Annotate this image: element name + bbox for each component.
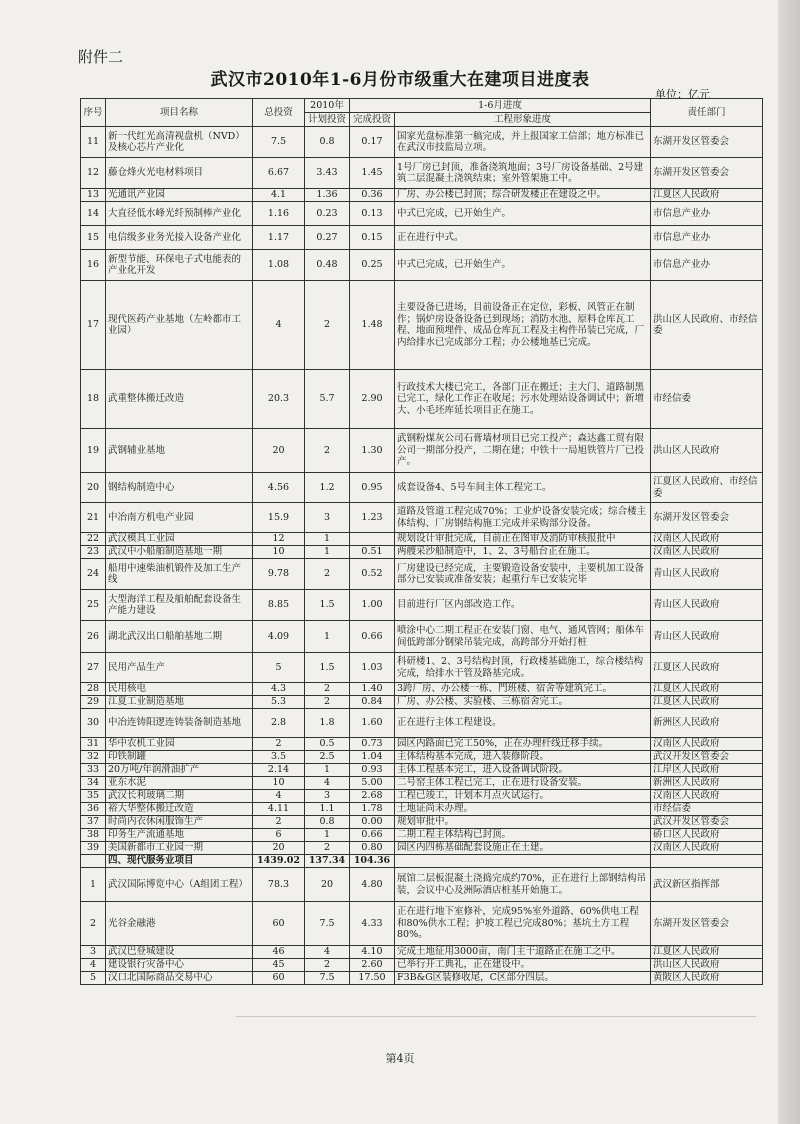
seq-cell: 25 [81, 590, 106, 621]
plan-cell: 1.5 [305, 653, 350, 683]
done-cell: 2.90 [350, 370, 395, 429]
status-cell: 两艘采沙船制造中，1、2、3号船台正在施工。 [395, 546, 651, 559]
status-cell: 目前进行厂区内部改造工作。 [395, 590, 651, 621]
section-dept-cell [651, 855, 763, 868]
done-cell: 0.15 [350, 226, 395, 250]
dept-cell: 新洲区人民政府 [651, 709, 763, 738]
total-cell: 4.56 [253, 473, 305, 503]
status-cell: 规划审批中。 [395, 816, 651, 829]
name-cell: 中冶南方机电产业园 [106, 503, 253, 533]
name-cell: 武汉长利玻璃二期 [106, 790, 253, 803]
dept-cell: 东湖开发区管委会 [651, 158, 763, 189]
status-cell: 规划设计审批完成，目前正在图审及消防审核报批中 [395, 533, 651, 546]
seq-cell: 35 [81, 790, 106, 803]
total-cell: 10 [253, 546, 305, 559]
seq-cell: 13 [81, 189, 106, 202]
plan-cell: 2 [305, 429, 350, 473]
plan-cell: 2 [305, 559, 350, 590]
done-cell: 0.51 [350, 546, 395, 559]
table-row [81, 370, 763, 429]
name-cell: 美国新都市工业园一期 [106, 842, 253, 855]
seq-cell: 24 [81, 559, 106, 590]
plan-cell: 0.8 [305, 816, 350, 829]
name-cell: 印铁制罐 [106, 751, 253, 764]
dept-cell: 江岸区人民政府 [651, 764, 763, 777]
page-edge-shadow [778, 0, 800, 1124]
table-row [81, 777, 763, 790]
dept-cell: 东湖开发区管委会 [651, 503, 763, 533]
status-cell: 园区内四栋基础配套设施正在土建。 [395, 842, 651, 855]
table-row [81, 829, 763, 842]
total-cell: 2.8 [253, 709, 305, 738]
total-cell: 20 [253, 429, 305, 473]
table-row [81, 653, 763, 683]
done-cell: 1.40 [350, 683, 395, 696]
plan-cell: 0.8 [305, 127, 350, 158]
status-cell: 正在进行主体工程建设。 [395, 709, 651, 738]
total-cell: 20.3 [253, 370, 305, 429]
total-cell: 3.5 [253, 751, 305, 764]
seq-cell: 30 [81, 709, 106, 738]
progress-table [80, 98, 763, 985]
status-cell: 厂房建设已经完成，主要锻造设备安装中，主要机加工设备部分已安装或准备安装；起重行车已安装完毕 [395, 559, 651, 590]
done-cell: 1.00 [350, 590, 395, 621]
name-cell: 光通讯产业园 [106, 189, 253, 202]
total-cell: 4 [253, 790, 305, 803]
col-completed: 完成投资 [350, 113, 395, 127]
seq-cell: 11 [81, 127, 106, 158]
name-cell: 电信级多业务光接入设备产业化 [106, 226, 253, 250]
seq-cell: 38 [81, 829, 106, 842]
seq-cell: 21 [81, 503, 106, 533]
dept-cell: 洪山区人民政府 [651, 959, 763, 972]
total-cell: 2.14 [253, 764, 305, 777]
col-seq: 序号 [81, 99, 106, 127]
seq-cell: 19 [81, 429, 106, 473]
done-cell: 1.04 [350, 751, 395, 764]
plan-cell: 2 [305, 842, 350, 855]
dept-cell: 青山区人民政府 [651, 590, 763, 621]
done-cell: 0.80 [350, 842, 395, 855]
plan-cell: 0.48 [305, 250, 350, 281]
seq-cell: 18 [81, 370, 106, 429]
done-cell: 4.10 [350, 946, 395, 959]
done-cell: 0.17 [350, 127, 395, 158]
name-cell: 20万吨/年润滑油扩产 [106, 764, 253, 777]
name-cell: 武汉巴登城建设 [106, 946, 253, 959]
name-cell: 武汉模具工业园 [106, 533, 253, 546]
total-cell: 4.1 [253, 189, 305, 202]
plan-cell: 3 [305, 790, 350, 803]
total-cell: 2 [253, 738, 305, 751]
name-cell: 武汉国际博览中心（A组团工程） [106, 868, 253, 902]
status-cell: 二号窑主体工程已完工，正在进行设备安装。 [395, 777, 651, 790]
done-cell: 1.45 [350, 158, 395, 189]
seq-cell: 27 [81, 653, 106, 683]
seq-cell: 16 [81, 250, 106, 281]
done-cell: 4.80 [350, 868, 395, 902]
seq-cell: 5 [81, 972, 106, 985]
plan-cell: 4 [305, 946, 350, 959]
col-status: 工程形象进度 [395, 113, 651, 127]
plan-cell: 1.8 [305, 709, 350, 738]
table-row [81, 842, 763, 855]
plan-cell: 20 [305, 868, 350, 902]
status-cell: 主体工程基本完工，进入设备调试阶段。 [395, 764, 651, 777]
name-cell: 湖北武汉出口船舶基地二期 [106, 621, 253, 653]
plan-cell: 7.5 [305, 902, 350, 946]
done-cell: 0.66 [350, 829, 395, 842]
status-cell: 土地证尚未办理。 [395, 803, 651, 816]
table-row [81, 127, 763, 158]
done-cell: 4.33 [350, 902, 395, 946]
plan-cell: 0.23 [305, 202, 350, 226]
total-cell: 10 [253, 777, 305, 790]
status-cell: 已举行开工典礼，正在建设中。 [395, 959, 651, 972]
seq-cell: 3 [81, 946, 106, 959]
status-cell: 国家光盘标准第一稿完成，并上报国家工信部；地方标准已在武汉市技监局立项。 [395, 127, 651, 158]
name-cell: 武重整体搬迁改造 [106, 370, 253, 429]
status-cell: 二期工程主体结构已封顶。 [395, 829, 651, 842]
done-cell: 17.50 [350, 972, 395, 985]
total-cell: 20 [253, 842, 305, 855]
total-cell: 60 [253, 972, 305, 985]
name-cell: 光谷金融港 [106, 902, 253, 946]
status-cell: 正在进行地下室修补，完成95%室外道路、60%供电工程和80%供水工程；护坡工程已完成80%；基坑土方工程80%。 [395, 902, 651, 946]
name-cell: 江夏工业制造基地 [106, 696, 253, 709]
table-row [81, 803, 763, 816]
dept-cell: 市信息产业办 [651, 226, 763, 250]
dept-cell: 市经信委 [651, 803, 763, 816]
done-cell: 0.95 [350, 473, 395, 503]
col-name: 项目名称 [106, 99, 253, 127]
total-cell: 1.08 [253, 250, 305, 281]
table-row [81, 533, 763, 546]
section-done-cell: 104.36 [350, 855, 395, 868]
name-cell: 大直径低水峰光纤预制棒产业化 [106, 202, 253, 226]
plan-cell: 0.5 [305, 738, 350, 751]
dept-cell: 汉南区人民政府 [651, 790, 763, 803]
dept-cell: 市经信委 [651, 370, 763, 429]
name-cell: 现代医药产业基地（左岭都市工业园） [106, 281, 253, 370]
table-body [81, 127, 763, 985]
table-row [81, 751, 763, 764]
status-cell: 3跨厂房、办公楼一栋、門班楼、宿舍等建筑完工。 [395, 683, 651, 696]
seq-cell: 26 [81, 621, 106, 653]
plan-cell: 4 [305, 777, 350, 790]
dept-cell: 硚口区人民政府 [651, 829, 763, 842]
name-cell: 华中农机工业园 [106, 738, 253, 751]
status-cell: 中式已完成，已开始生产。 [395, 250, 651, 281]
plan-cell: 2 [305, 683, 350, 696]
done-cell: 1.48 [350, 281, 395, 370]
plan-cell: 1.5 [305, 590, 350, 621]
done-cell: 0.52 [350, 559, 395, 590]
done-cell: 0.00 [350, 816, 395, 829]
status-cell: 厂房、办公楼、实验楼、三栋宿舍完工。 [395, 696, 651, 709]
name-cell: 新型节能、环保电子式电能表的产业化开发 [106, 250, 253, 281]
total-cell: 7.5 [253, 127, 305, 158]
dept-cell: 青山区人民政府 [651, 559, 763, 590]
name-cell: 建设银行灾备中心 [106, 959, 253, 972]
seq-cell: 28 [81, 683, 106, 696]
col-plan: 计划投资 [305, 113, 350, 127]
table-row [81, 764, 763, 777]
plan-cell: 0.27 [305, 226, 350, 250]
done-cell: 1.30 [350, 429, 395, 473]
name-cell: 印务生产流通基地 [106, 829, 253, 842]
dept-cell: 江夏区人民政府 [651, 683, 763, 696]
total-cell: 5.3 [253, 696, 305, 709]
seq-cell: 37 [81, 816, 106, 829]
status-cell: 展馆二层板混凝土浇捣完成约70%，正在进行上部钢结构吊装，会议中心及洲际酒店桩基开始施工。 [395, 868, 651, 902]
plan-cell: 1 [305, 764, 350, 777]
total-cell: 15.9 [253, 503, 305, 533]
total-cell: 46 [253, 946, 305, 959]
dept-cell: 武汉新区指挥部 [651, 868, 763, 902]
plan-cell: 1 [305, 533, 350, 546]
plan-cell: 1 [305, 621, 350, 653]
plan-cell: 1.36 [305, 189, 350, 202]
done-cell: 0.84 [350, 696, 395, 709]
table-row [81, 816, 763, 829]
name-cell: 中冶连铸阳逻连铸装备制造基地 [106, 709, 253, 738]
page-title: 武汉市2010年1-6月份市级重大在建项目进度表 [210, 70, 590, 90]
plan-cell: 1 [305, 546, 350, 559]
status-cell: 武钢粉煤灰公司石膏墙材项目已完工投产；森达鑫工贸有限公司一期部分投产，二期在建；中铁十一局旭铁管片厂已投产。 [395, 429, 651, 473]
dept-cell: 黄陂区人民政府 [651, 972, 763, 985]
seq-cell: 20 [81, 473, 106, 503]
done-cell: 0.66 [350, 621, 395, 653]
status-cell: 主体结构基本完成，进入装修阶段。 [395, 751, 651, 764]
status-cell: F3B&G区装修收尾，C区部分四层。 [395, 972, 651, 985]
section-status-cell [395, 855, 651, 868]
table-row [81, 429, 763, 473]
table-row [81, 709, 763, 738]
name-cell: 大型海洋工程及船舶配套设备生产能力建设 [106, 590, 253, 621]
name-cell: 时尚内衣休闲服饰生产 [106, 816, 253, 829]
seq-cell: 4 [81, 959, 106, 972]
status-cell: 道路及管道工程完成70%；工业炉设备安装完成；综合楼主体结构、厂房钢结构施工完成并采购部分设备。 [395, 503, 651, 533]
table-row [81, 590, 763, 621]
done-cell: 5.00 [350, 777, 395, 790]
total-cell: 4.3 [253, 683, 305, 696]
dept-cell: 市信息产业办 [651, 202, 763, 226]
section-label-cell: 四、现代服务业项目 [106, 855, 253, 868]
name-cell: 民用核电 [106, 683, 253, 696]
done-cell: 0.73 [350, 738, 395, 751]
name-cell: 武汉中小船舶制造基地一期 [106, 546, 253, 559]
done-cell: 0.36 [350, 189, 395, 202]
name-cell: 钢结构制造中心 [106, 473, 253, 503]
table-row [81, 683, 763, 696]
plan-cell: 7.5 [305, 972, 350, 985]
table-row [81, 621, 763, 653]
dept-cell: 汉南区人民政府 [651, 546, 763, 559]
status-cell: 厂房、办公楼已封顶；综合研发楼正在建设之中。 [395, 189, 651, 202]
dept-cell: 江夏区人民政府 [651, 653, 763, 683]
done-cell: 1.78 [350, 803, 395, 816]
table-row [81, 559, 763, 590]
total-cell: 5 [253, 653, 305, 683]
page-number: 第4页 [385, 1052, 415, 1065]
table-row [81, 946, 763, 959]
plan-cell: 3.43 [305, 158, 350, 189]
table-row [81, 972, 763, 985]
dept-cell: 汉南区人民政府 [651, 842, 763, 855]
section-seq-cell [81, 855, 106, 868]
total-cell: 9.78 [253, 559, 305, 590]
done-cell: 0.25 [350, 250, 395, 281]
plan-cell: 2 [305, 281, 350, 370]
table-row [81, 226, 763, 250]
seq-cell: 23 [81, 546, 106, 559]
attachment-label: 附件二 [78, 48, 124, 66]
table-row [81, 473, 763, 503]
done-cell: 0.13 [350, 202, 395, 226]
plan-cell: 2.5 [305, 751, 350, 764]
status-cell: 1号厂房已封顶，准备浇筑地面；3号厂房设备基础、2号建筑二层混凝土浇筑结束；室外管架施工中。 [395, 158, 651, 189]
status-cell: 喷涂中心二期工程正在安装门窗、电气、通风管网；船体车间低跨部分钢梁吊装完成，高跨部分开始打桩 [395, 621, 651, 653]
total-cell: 12 [253, 533, 305, 546]
total-cell: 2 [253, 816, 305, 829]
done-cell: 2.60 [350, 959, 395, 972]
name-cell: 民用产品生产 [106, 653, 253, 683]
status-cell: 成套设备4、5号车间主体工程完工。 [395, 473, 651, 503]
total-cell: 1.16 [253, 202, 305, 226]
dept-cell: 东湖开发区管委会 [651, 902, 763, 946]
dept-cell: 洪山区人民政府 [651, 429, 763, 473]
plan-cell: 2 [305, 959, 350, 972]
status-cell: 工程已竣工，计划本月点火试运行。 [395, 790, 651, 803]
table-row [81, 503, 763, 533]
seq-cell: 1 [81, 868, 106, 902]
status-cell: 主要设备已进场，目前设备正在定位，彩板、风管正在制作；锅炉房设备设备已到现场；消防水池、原料仓库瓦工程、地面预埋件、成品仓库瓦工程及主构件吊装已完成，厂内给排水已完成部分工程；办公楼地基已完成。 [395, 281, 651, 370]
section-plan-cell: 137.34 [305, 855, 350, 868]
dept-cell: 汉南区人民政府 [651, 533, 763, 546]
total-cell: 45 [253, 959, 305, 972]
seq-cell: 17 [81, 281, 106, 370]
dept-cell: 江夏区人民政府、市经信委 [651, 473, 763, 503]
done-cell: 0.93 [350, 764, 395, 777]
seq-cell: 33 [81, 764, 106, 777]
dept-cell: 洪山区人民政府、市经信委 [651, 281, 763, 370]
status-cell: 科研楼1、2、3号结构封顶，行政楼基础施工，综合楼结构完成，给排水干管及路基完成。 [395, 653, 651, 683]
dept-cell: 武汉开发区管委会 [651, 751, 763, 764]
seq-cell: 31 [81, 738, 106, 751]
seq-cell: 15 [81, 226, 106, 250]
seq-cell: 39 [81, 842, 106, 855]
seq-cell: 22 [81, 533, 106, 546]
done-cell: 1.03 [350, 653, 395, 683]
plan-cell: 1.1 [305, 803, 350, 816]
table-row [81, 902, 763, 946]
status-cell: 行政技术大楼已完工，各部门正在搬迁；主大门、道路制黑已完工，绿化工作正在收尾；污水处理站设备调试中；新增大、小毛坯库延长项目正在施工。 [395, 370, 651, 429]
seq-cell: 36 [81, 803, 106, 816]
col-total: 总投资 [253, 99, 305, 127]
status-cell: 正在进行中式。 [395, 226, 651, 250]
plan-cell: 5.7 [305, 370, 350, 429]
name-cell: 武钢辅业基地 [106, 429, 253, 473]
table-row [81, 281, 763, 370]
total-cell: 4.09 [253, 621, 305, 653]
total-cell: 4.11 [253, 803, 305, 816]
status-cell: 中式已完成，已开始生产。 [395, 202, 651, 226]
table-row [81, 868, 763, 902]
name-cell: 裕大华整体搬迁改造 [106, 803, 253, 816]
table-row [81, 189, 763, 202]
table-row [81, 959, 763, 972]
section-row [81, 855, 763, 868]
total-cell: 6.67 [253, 158, 305, 189]
progress-table-container [80, 98, 762, 985]
plan-cell: 1 [305, 829, 350, 842]
dept-cell: 市信息产业办 [651, 250, 763, 281]
name-cell: 亚东水泥 [106, 777, 253, 790]
dept-cell: 东湖开发区管委会 [651, 127, 763, 158]
dept-cell: 汉南区人民政府 [651, 738, 763, 751]
name-cell: 船用中速柴油机锻件及加工生产线 [106, 559, 253, 590]
bleed-through-lines [236, 1016, 756, 1037]
done-cell: 1.60 [350, 709, 395, 738]
seq-cell: 29 [81, 696, 106, 709]
total-cell: 6 [253, 829, 305, 842]
name-cell: 藤仓烽火光电材料项目 [106, 158, 253, 189]
dept-cell: 江夏区人民政府 [651, 946, 763, 959]
col-progress-group: 1-6月进度 [350, 99, 651, 113]
dept-cell: 江夏区人民政府 [651, 189, 763, 202]
table-row [81, 738, 763, 751]
done-cell [350, 533, 395, 546]
section-total-cell: 1439.02 [253, 855, 305, 868]
table-row [81, 696, 763, 709]
total-cell: 1.17 [253, 226, 305, 250]
table-row [81, 250, 763, 281]
col-plan-group: 2010年 [305, 99, 350, 113]
name-cell: 新一代红光高清视盘机（NVD）及核心芯片产业化 [106, 127, 253, 158]
seq-cell: 2 [81, 902, 106, 946]
seq-cell: 32 [81, 751, 106, 764]
table-row [81, 202, 763, 226]
seq-cell: 14 [81, 202, 106, 226]
status-cell: 园区内路面已完工50%，正在办理杆线迁移手续。 [395, 738, 651, 751]
seq-cell: 12 [81, 158, 106, 189]
dept-cell: 江夏区人民政府 [651, 696, 763, 709]
table-row [81, 790, 763, 803]
table-row [81, 158, 763, 189]
unit-label: 单位：亿元 [655, 88, 710, 101]
total-cell: 60 [253, 902, 305, 946]
status-cell: 完成土地征用3000亩，南门主干道路正在施工之中。 [395, 946, 651, 959]
total-cell: 78.3 [253, 868, 305, 902]
done-cell: 1.23 [350, 503, 395, 533]
seq-cell: 34 [81, 777, 106, 790]
done-cell: 2.68 [350, 790, 395, 803]
total-cell: 4 [253, 281, 305, 370]
col-dept: 责任部门 [651, 99, 763, 127]
plan-cell: 3 [305, 503, 350, 533]
table-row [81, 546, 763, 559]
plan-cell: 2 [305, 696, 350, 709]
dept-cell: 武汉开发区管委会 [651, 816, 763, 829]
plan-cell: 1.2 [305, 473, 350, 503]
total-cell: 8.85 [253, 590, 305, 621]
name-cell: 汉口北国际商品交易中心 [106, 972, 253, 985]
dept-cell: 青山区人民政府 [651, 621, 763, 653]
dept-cell: 新洲区人民政府 [651, 777, 763, 790]
